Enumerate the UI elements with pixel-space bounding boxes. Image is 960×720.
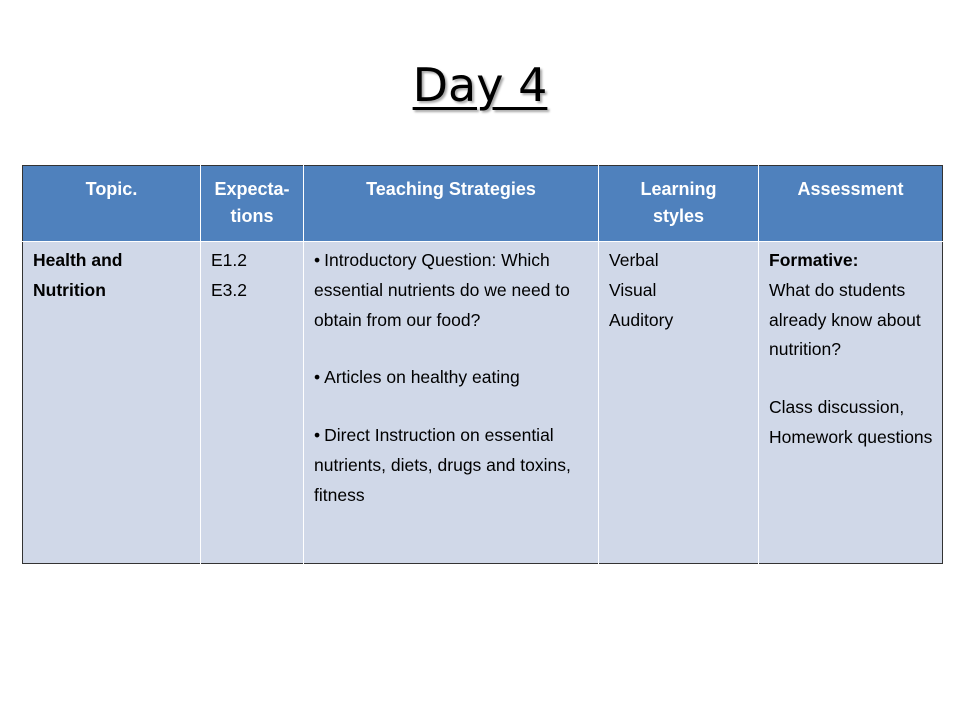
header-learning-styles	[599, 166, 759, 242]
learning-style-item: Visual	[609, 279, 657, 300]
cell-topic	[23, 242, 201, 564]
strategy-text: Articles on healthy eating	[324, 367, 520, 388]
table-header-row	[23, 166, 943, 242]
topic-line-2: Nutrition	[33, 279, 106, 300]
strategy-item	[314, 421, 590, 510]
cell-expectations	[201, 242, 304, 564]
topic-line-1: Health and	[33, 250, 123, 270]
strategy-text: Direct Instruction on essential nutrients, diets, drugs and toxins, fitness	[314, 425, 571, 505]
header-expectations-line-2: tions	[230, 206, 274, 226]
expectation-item: E3.2	[211, 279, 247, 300]
assessment-methods: Class discussion, Homework questions	[769, 397, 933, 447]
cell-assessment	[759, 242, 943, 564]
header-teaching-strategies: Teaching Strategies	[304, 166, 599, 242]
assessment-label: Formative:	[769, 250, 859, 270]
expectation-item: E1.2	[211, 250, 247, 270]
lesson-plan-table	[22, 165, 943, 564]
strategy-item	[314, 363, 590, 393]
strategy-text: Introductory Question: Which essential nutrients do we need to obtain from our food?	[314, 250, 570, 330]
bullet-icon: •	[314, 425, 321, 445]
table-row	[23, 242, 943, 564]
header-assessment: Assessment	[759, 166, 943, 242]
strategy-item	[314, 246, 590, 335]
bullet-icon: •	[314, 367, 321, 388]
header-learning-styles-line-2: styles	[652, 206, 705, 226]
header-expectations	[201, 166, 304, 242]
bullet-icon: •	[314, 250, 321, 270]
header-topic: Topic.	[23, 166, 201, 242]
assessment-question: What do students already know about nutrition?	[769, 279, 921, 360]
cell-teaching-strategies	[304, 242, 599, 564]
header-expectations-line-1: Expecta-	[214, 179, 290, 199]
cell-learning-styles	[599, 242, 759, 564]
learning-style-item: Verbal	[609, 250, 659, 270]
learning-style-item: Auditory	[609, 309, 674, 330]
header-learning-styles-line-1: Learning	[640, 179, 717, 199]
slide-title: Day 4	[412, 58, 548, 112]
